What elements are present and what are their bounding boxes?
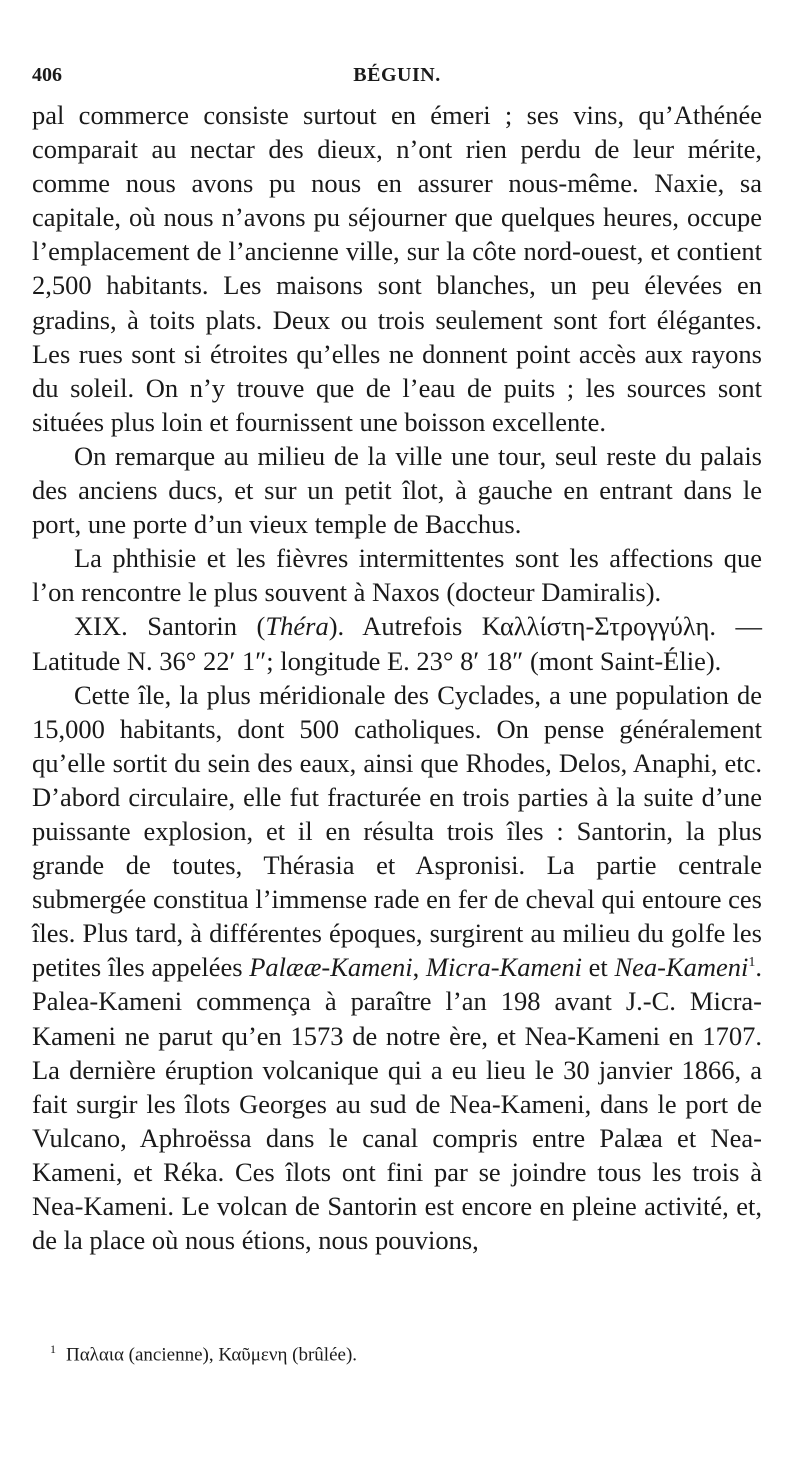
paragraph xyxy=(32,678,762,1258)
text-run: XIX. Santorin ( xyxy=(74,611,266,642)
paragraph xyxy=(32,98,762,439)
paragraph xyxy=(32,439,762,541)
text-run: et xyxy=(581,952,615,983)
footnote xyxy=(50,1336,750,1368)
text-run: , xyxy=(412,952,426,983)
text-run: . Palea-Kameni commença à paraître l’an 198 avant J.-C. Micra-Kameni ne parut qu’en 1573 de notre ère, et Nea-Kameni en 1707. La dernière éruption volcanique qui a eu lieu le 30 janvier 1866, a fait surgir les îlots Georges au sud de Nea-Kameni, dans le port de Vulcano, Aphroëssa dans le canal compris entre Palæa et Nea-Kameni, et Réka. Ces îlots ont fini par se joindre tous les trois à Nea-Kameni. Le volcan de Santorin est encore en pleine activité, et, de la place où nous étions, nous pouvions, xyxy=(32,952,763,1256)
italic-text: Micra-Kameni xyxy=(425,952,582,983)
running-head: BÉGUIN. xyxy=(353,64,441,86)
text-run: On remarque au milieu de la ville une tour, seul reste du palais des anciens ducs, et sur un petit îlot, à gauche en entrant dans le port, une porte d’un vieux temple de Bacchus. xyxy=(32,440,762,540)
footnote-text: Παλαια (ancienne), Καῦμενη (brûlée). xyxy=(66,1344,358,1366)
text-run: pal commerce consiste surtout en émeri ; ses vins, qu’Athénée comparait au nectar des dieux, n’ont rien perdu de leur mérite, comme nous avons pu nous en assurer nous-même. Naxie, sa capitale, où nous n’avons pu séjourner que quelques heures, occupe l’emplacement de l’ancienne ville, sur la côte nord-ouest, et contient 2,500 habitants. Les maisons sont blanches, un peu élevées en gradins, à toits plats. Deux ou trois seulement sont fort élégantes. Les rues sont si étroites qu’elles ne donnent point accès aux rayons du soleil. On n’y trouve que de l’eau de puits ; les sources sont situées plus loin et fournissent une boisson excellente. xyxy=(32,100,762,437)
italic-text: Théra xyxy=(265,611,329,642)
body-text xyxy=(32,98,762,1257)
footnote-reference: 1 xyxy=(748,955,756,971)
italic-text: Nea-Kameni xyxy=(614,952,749,983)
paragraph xyxy=(32,609,762,677)
text-run: La phthisie et les fièvres intermittentes sont les affections que l’on rencontre le plus souvent à Naxos (docteur Damiralis). xyxy=(32,543,762,608)
footnote-mark: 1 xyxy=(50,1342,56,1356)
text-run: Cette île, la plus méridionale des Cyclades, a une population de 15,000 habitants, dont 500 catholiques. On pense généralement qu’elle sortit du sein des eaux, ainsi que Rhodes, Delos, Anaphi, etc. D’abord circulaire, elle fut fracturée en trois parties à la suite d’une puissante explosion, et il en résulta trois îles : Santorin, la plus grande de toutes, Thérasia et Aspronisi. La partie centrale submergée constitua l’immense rade en fer de cheval qui entoure ces îles. Plus tard, à différentes époques, surgirent au milieu du golfe les petites îles appelées xyxy=(32,679,762,983)
paragraph xyxy=(32,541,762,609)
page-number: 406 xyxy=(32,64,62,86)
text-run: ). Autrefois Καλλίστη-Στρογγύλη. — Latitude N. 36° 22′ 1″; longitude E. 23° 8′ 18″ (mont Saint-Élie). xyxy=(32,611,762,676)
italic-text: Palææ-Kameni xyxy=(249,952,413,983)
page-header xyxy=(32,60,762,90)
